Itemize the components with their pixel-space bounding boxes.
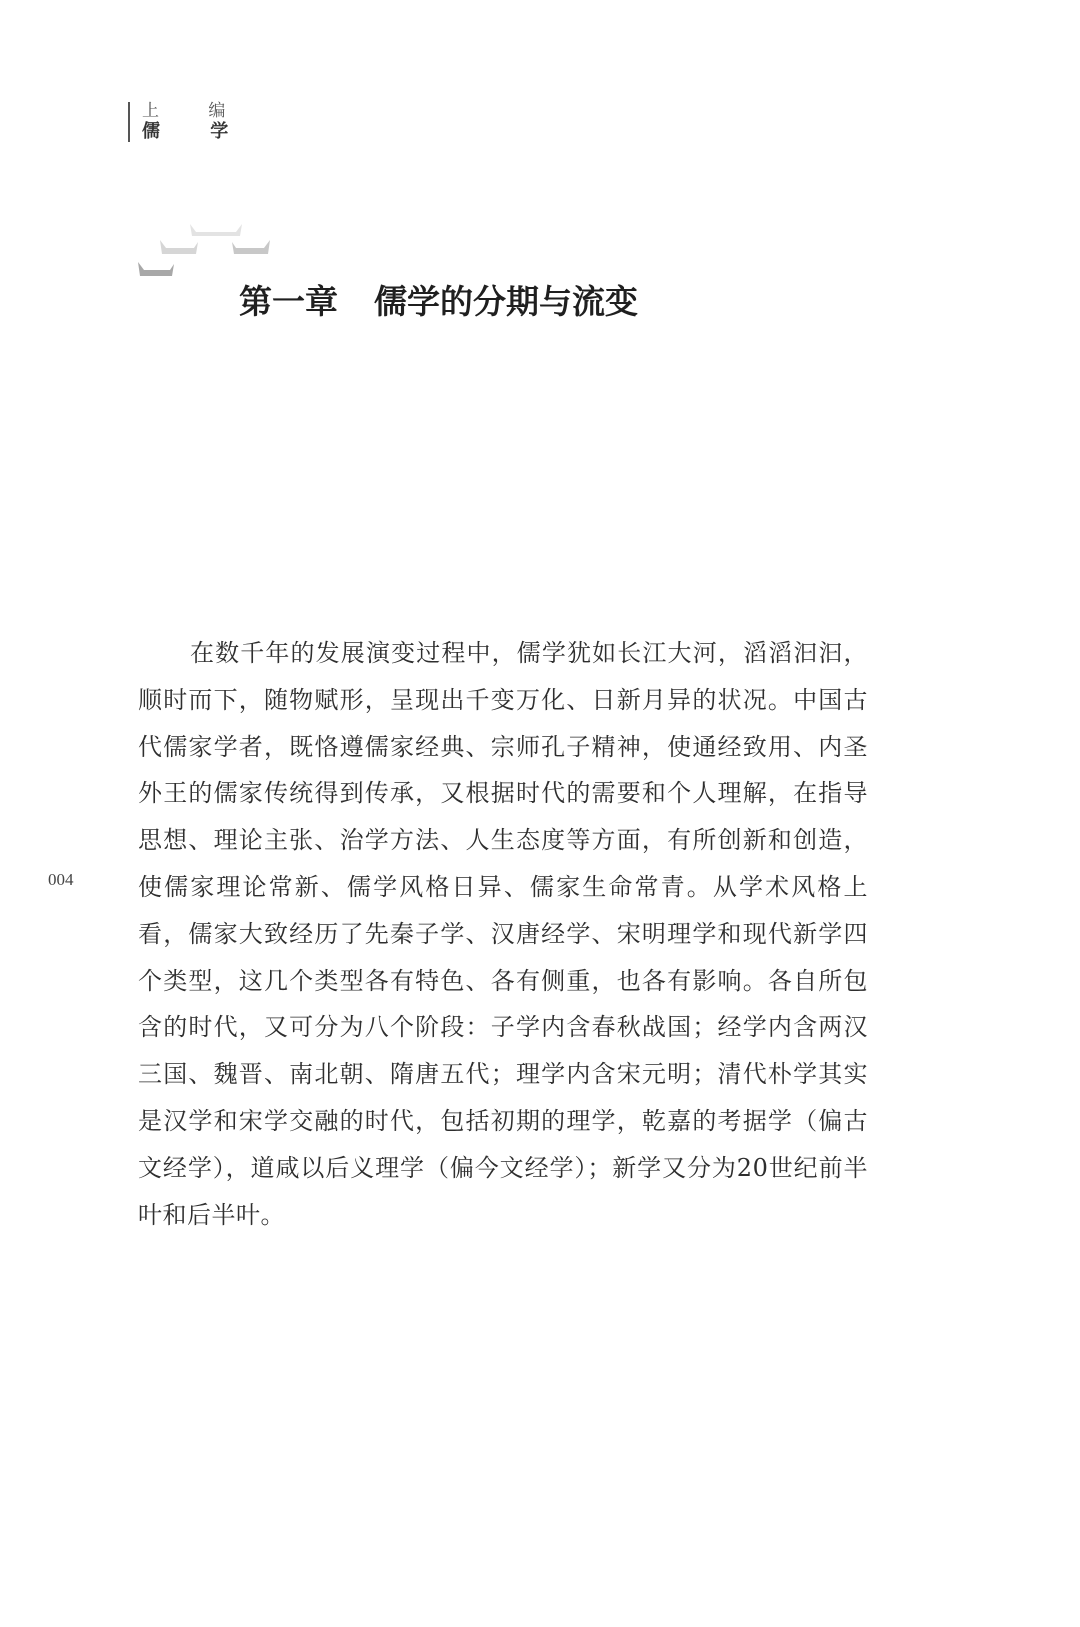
part-label: 上 编 [142, 101, 248, 121]
topic-label: 儒 学 [142, 121, 251, 142]
roof-eaves-ornament-icon [138, 218, 278, 286]
chapter-heading [239, 282, 638, 322]
body-paragraph: 在数千年的发展演变过程中，儒学犹如长江大河，滔滔汩汩，顺时而下，随物赋形，呈现出千变万化、日新月异的状况。中国古代儒家学者，既恪遵儒家经典、宗师孔子精神，使通经致用、内圣外王的儒家传统得到传承，又根据时代的需要和个人理解，在指导思想、理论主张、治学方法、人生态度等方面，有所创新和创造，使儒家理论常新、儒学风格日异、儒家生命常青。从学术风格上看，儒家大致经历了先秦子学、汉唐经学、宋明理学和现代新学四个类型，这几个类型各有特色、各有侧重，也各有影响。各自所包含的时代，又可分为八个阶段：子学内含春秋战国；经学内含两汉三国、魏晋、南北朝、隋唐五代；理学内含宋元明；清代朴学其实是汉学和宋学交融的时代，包括初期的理学，乾嘉的考据学（偏古文经学），道咸以后义理学（偏今文经学）；新学又分为20世纪前半叶和后半叶。 [138, 639, 868, 1229]
chapter-number: 第一章 [239, 282, 338, 321]
running-header [128, 102, 250, 142]
page-number: 004 [48, 870, 74, 889]
chapter-title: 儒学的分期与流变 [374, 282, 638, 321]
